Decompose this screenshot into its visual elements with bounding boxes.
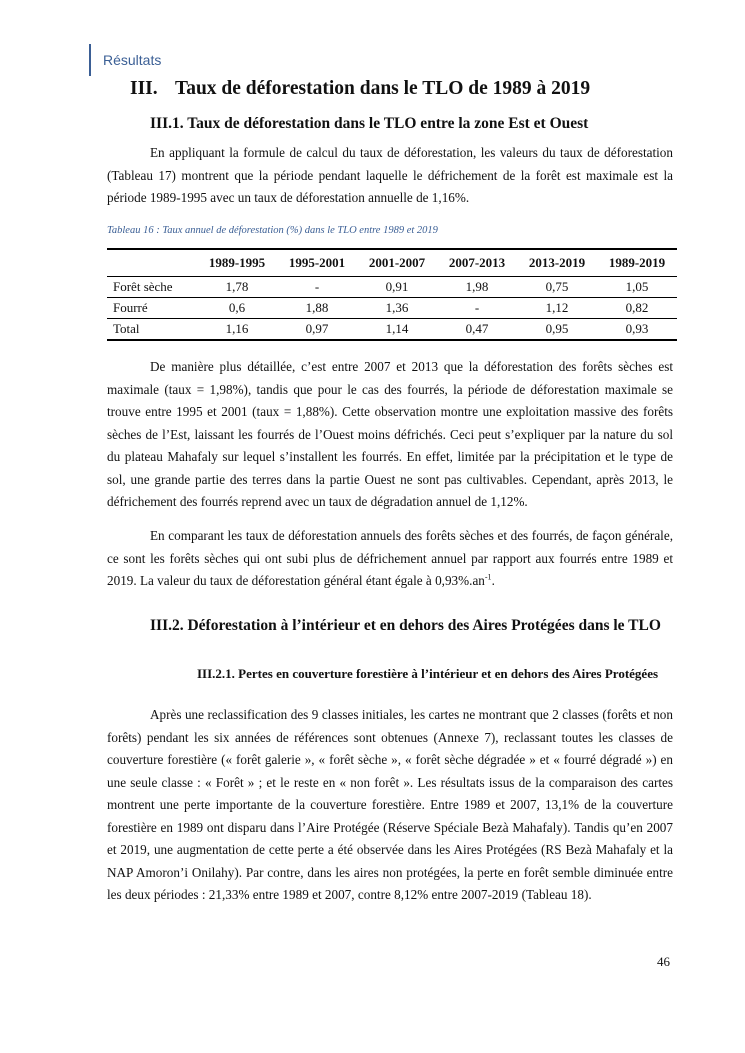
table-cell: 0,47 [465, 321, 489, 336]
table-header-row [107, 249, 677, 277]
paragraph-comparison-text: En comparant les taux de déforestation annuels des forêts sèches et des fourrés, de façon générale, ce sont les forêts sèches qui ont subi plus de défrichement annuel par rapport aux fourrés entre 1989 et 2019. La valeur du taux de déforestation général étant égale à 0,93%.an [107, 528, 673, 588]
section-title: Taux de déforestation dans le TLO de 1989 à 2019 [175, 78, 591, 99]
table-cell: 1,36 [357, 298, 437, 319]
table-cell: 0,82 [597, 298, 677, 319]
paragraph-detail: De manière plus détaillée, c’est entre 2007 et 2013 que la déforestation des forêts sèches est maximale (taux = 1,98%), tandis que pour le cas des fourrés, la période de déforestation maximale se trouve entre 1995 et 2001 (taux = 1,88%). Cette observation montre une exploitation massive des forêts sèches de l’Est, laissant les fourrés de l’Ouest moins défrichés. Ceci peut s’expliquer par la nature du sol du plateau Mahafaly sur lequel s’installent les fourrés. En effet, limitée par la précipitation et le type de sol, une grande partie des terres dans la partie Ouest ne sont pas cultivables. Cependant, après 2013, le défrichement des fourrés reprend avec un taux de dégradation annuel de 1,12%. [107, 359, 673, 509]
table-cell: 0,91 [357, 277, 437, 298]
table-row [107, 277, 677, 298]
table-cell: 0,97 [305, 321, 329, 336]
header-cell: 1989-1995 [208, 255, 266, 270]
table-cell: 0,95 [545, 321, 569, 336]
table-caption: Tableau 16 : Taux annuel de déforestation (%) dans le TLO entre 1989 et 2019 [107, 225, 438, 236]
table-cell: 0,93 [625, 321, 649, 336]
table-cell: 1,78 [197, 277, 277, 298]
table-row [107, 319, 677, 341]
table-cell: 1,88 [277, 298, 357, 319]
unit-exponent: -1 [484, 572, 492, 582]
table-cell: 1,14 [385, 321, 409, 336]
table-cell: - [437, 298, 517, 319]
header-cell: 2007-2013 [448, 255, 506, 270]
table-cell: - [277, 277, 357, 298]
header-cell: 2001-2007 [368, 255, 426, 270]
deforestation-table [107, 248, 677, 341]
table-cell: 1,16 [225, 321, 249, 336]
subsubsection-heading: III.2.1. Pertes en couverture forestière à l’intérieur et en dehors des Aires Protégées [197, 666, 659, 681]
table-cell: 1,98 [437, 277, 517, 298]
paragraph-comparison-end: . [491, 573, 495, 588]
subsection-heading-2: III.2. Déforestation à l’intérieur et en dehors des Aires Protégées dans le TLO [150, 617, 661, 634]
table-row [107, 298, 677, 319]
running-head-label: Résultats [103, 52, 162, 68]
header-cell: 1995-2001 [288, 255, 346, 270]
running-head [89, 44, 161, 76]
section-heading [130, 78, 590, 100]
header-cell: 1989-2019 [608, 255, 666, 270]
table-cell: 0,6 [197, 298, 277, 319]
paragraph-comparison [107, 525, 673, 593]
header-cell: 2013-2019 [528, 255, 586, 270]
table-cell: 0,75 [517, 277, 597, 298]
table-cell: 1,12 [517, 298, 597, 319]
row-label: Forêt sèche [107, 277, 197, 298]
page-number: 46 [657, 954, 670, 969]
table-cell: 1,05 [597, 277, 677, 298]
paragraph-reclassification: Après une reclassification des 9 classes initiales, les cartes ne montrant que 2 classes (forêts et non forêts) pendant les six années de références sont obtenues (Annexe 7), reclassant toutes les classes de couverture forestière (« forêt galerie », « forêt sèche », « forêt sèche dégradée » et « fourré dégradé ») en une seule classe : « Forêt » ; et le reste en « non forêt ». Les résultats issus de la comparaison des cartes montrent une perte importante de la couverture forestière. Entre 1989 et 2007, 13,1% de la couverture forestière en 1989 ont disparu dans l’Aire Protégée (Réserve Spéciale Bezà Mahafaly). Tandis qu’en 2007 et 2019, une augmentation de cette perte a été observée dans les Aires Protégées (RS Bezà Mahafaly et la NAP Amoron’i Onilahy). Par contre, dans les aires non protégées, la perte en forêt semble diminuée entre les deux périodes : 21,33% entre 1989 et 2007, contre 8,12% entre 2007-2019 (Tableau 18). [107, 707, 673, 902]
row-label: Fourré [107, 298, 197, 319]
section-number: III. [130, 78, 158, 99]
row-label: Total [113, 321, 140, 336]
subsection-heading-1: III.1. Taux de déforestation dans le TLO entre la zone Est et Ouest [150, 115, 589, 132]
header-cell [107, 249, 197, 277]
paragraph-intro: En appliquant la formule de calcul du taux de déforestation, les valeurs du taux de déforestation (Tableau 17) montrent que la période pendant laquelle le défrichement de la forêt est maximale est la période 1989-1995 avec un taux de déforestation annuelle de 1,16%. [107, 145, 673, 205]
